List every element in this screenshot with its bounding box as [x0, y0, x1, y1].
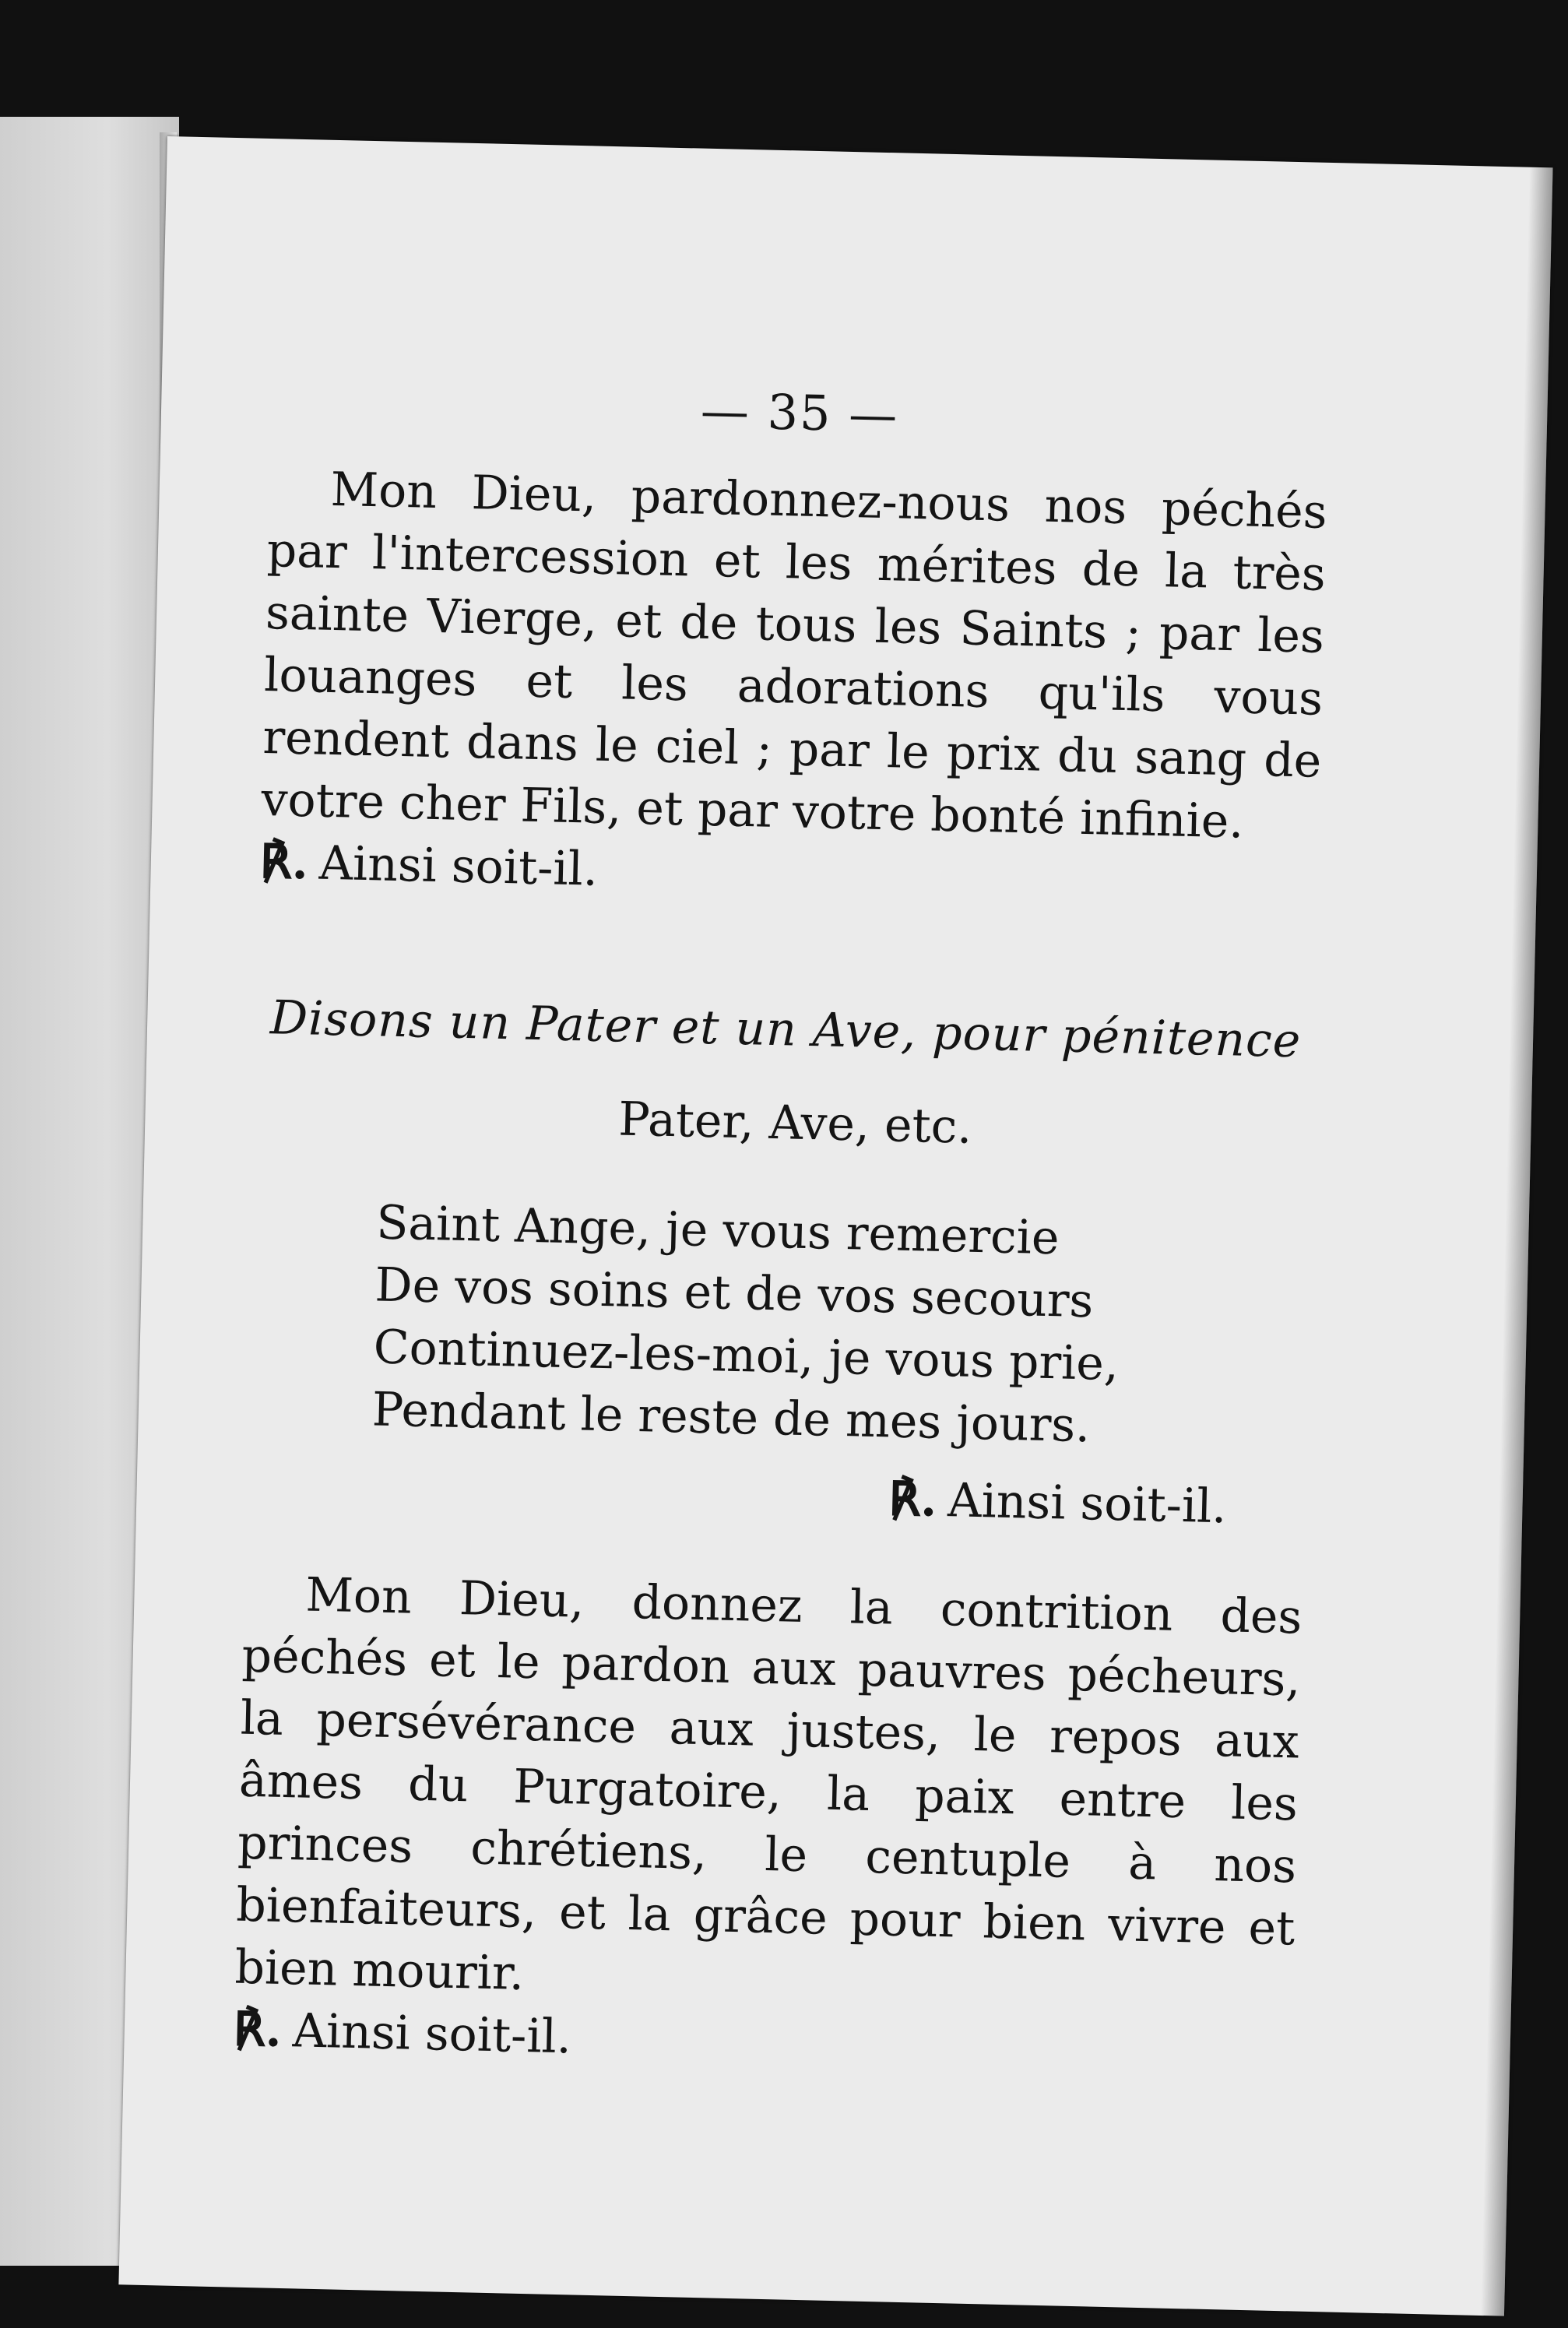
rubric-instruction: Disons un Pater et un Ave, pour pénitence — [269, 990, 1303, 1069]
prayer-paragraph-1: Mon Dieu, pardonnez-nous nos péchés par l'intercession et les mérites de la très sainte Vierge, et de tous les Saints ; par les louanges et les adorations qu'ils vous rendent dans le ciel ; par le prix du sang de votre cher Fils, et par votre bonté infinie. — [260, 462, 1328, 849]
response-symbol: ℟. — [233, 2002, 283, 2058]
response-text: Ainsi soit-il. — [291, 2003, 572, 2065]
response-text: Ainsi soit-il. — [318, 835, 599, 897]
verse-line: Continuez-les-moi, je vous prie, — [372, 1320, 1120, 1392]
prayers-line: Pater, Ave, etc. — [617, 1092, 973, 1155]
response-text: Ainsi soit-il. — [947, 1473, 1228, 1535]
prayer-paragraph-2: Mon Dieu, donnez la contrition des péchés et le pardon aux pauvres pécheurs, la persévérance aux justes, le repos aux âmes du Purgatoire, la paix entre les princes chrétiens, le centuple à nos bienfaiteurs, et la grâce pour bien vivre et bien mourir. — [234, 1567, 1303, 2001]
response-symbol: ℟. — [259, 834, 309, 891]
verse-block — [370, 1191, 1233, 1538]
verse-line: Saint Ange, je vous remercie — [375, 1195, 1060, 1266]
page-number: — 35 — — [700, 382, 900, 444]
response-2 — [370, 1456, 1228, 1538]
verse-line: De vos soins et de vos secours — [374, 1257, 1095, 1329]
response-symbol: ℟. — [888, 1472, 938, 1528]
book-page — [118, 136, 1552, 2316]
prayer-block-2 — [233, 1563, 1303, 2085]
verse-line: Pendant le reste de mes jours. — [371, 1382, 1091, 1454]
page-content — [233, 372, 1330, 2084]
